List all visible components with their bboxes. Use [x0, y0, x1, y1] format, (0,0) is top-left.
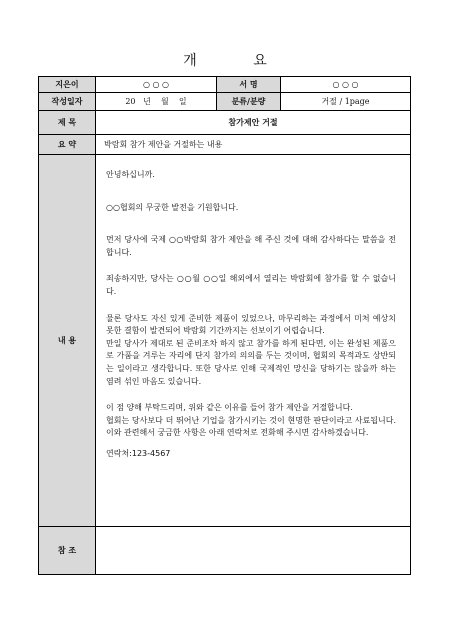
- summary-row: [39, 135, 411, 155]
- category-label: 분류/분량: [217, 93, 281, 111]
- letter-greeting: 안녕하십니까.: [106, 170, 155, 179]
- letter-paragraph-3: 물론 당사도 자신 있게 준비한 제품이 있었으나, 마무리하는 과정에서 미처 예상치 못한 결함이 발견되어 박람회 기간까지는 선보이기 어렵습니다.: [106, 313, 396, 336]
- letter-paragraph-4: 만일 당사가 제대로 된 준비조차 하지 않고 참가를 하게 된다면, 이는 완성된 제품으로 가품을 겨루는 자리에 단지 참가의 의의를 두는 것이며, 협회의 목적과도 상반되는 일이라고 생각합니다. 또한 당사로 인해 국제적인 망신을 당하기는 않을까 하는 염려 섞인 마음도 있습니다.: [106, 338, 396, 386]
- content-label: 내 용: [39, 155, 96, 527]
- letter-body: [96, 155, 411, 527]
- letter-paragraph-6: 협회는 당사보다 더 뛰어난 기업을 참가시키는 것이 현명한 판단이라고 사료됩니다. 이와 관련해서 궁금한 사항은 아래 연락처로 전화해 주시면 감사하겠습니다.: [106, 415, 396, 438]
- summary-value: 박람회 참가 제안을 거절하는 내용: [96, 135, 411, 155]
- letter-wish: ○○협회의 무궁한 발전을 기원합니다.: [106, 202, 239, 212]
- date-label: 작성일자: [39, 93, 96, 111]
- overview-form-table: [38, 76, 411, 575]
- signature-value: ○ ○ ○: [281, 77, 411, 93]
- reference-row: [39, 527, 411, 575]
- signature-label: 서 명: [217, 77, 281, 93]
- date-row: [39, 93, 411, 111]
- letter-paragraph-5: 이 점 양해 부탁드리며, 위와 같은 이유를 들어 참가 제안을 거절합니다.: [106, 403, 353, 413]
- author-value: ○ ○ ○: [96, 77, 217, 93]
- reference-value: [96, 527, 411, 575]
- letter-contact: 연락처:123-4567: [106, 448, 171, 458]
- subject-label: 제 목: [39, 111, 96, 135]
- summary-label: 요 약: [39, 135, 96, 155]
- author-row: [39, 77, 411, 93]
- author-label: 지은이: [39, 77, 96, 93]
- reference-label: 참 조: [39, 527, 96, 575]
- date-value: 20 년 월 일: [96, 93, 217, 111]
- subject-value: 참가제안 거절: [96, 111, 411, 135]
- category-value: 거절 / 1page: [281, 93, 411, 111]
- subject-row: [39, 111, 411, 135]
- letter-paragraph-2: 죄송하지만, 당사는 ○○월 ○○일 해외에서 열리는 박람회에 참가를 할 수 없습니다.: [106, 274, 396, 296]
- page-title: 개 요: [183, 53, 293, 69]
- content-row: [39, 155, 411, 527]
- letter-paragraph-1: 먼저 당사에 국제 ○○박람회 참가 제안을 해 주신 것에 대해 감사하다는 말씀을 전합니다.: [106, 235, 396, 257]
